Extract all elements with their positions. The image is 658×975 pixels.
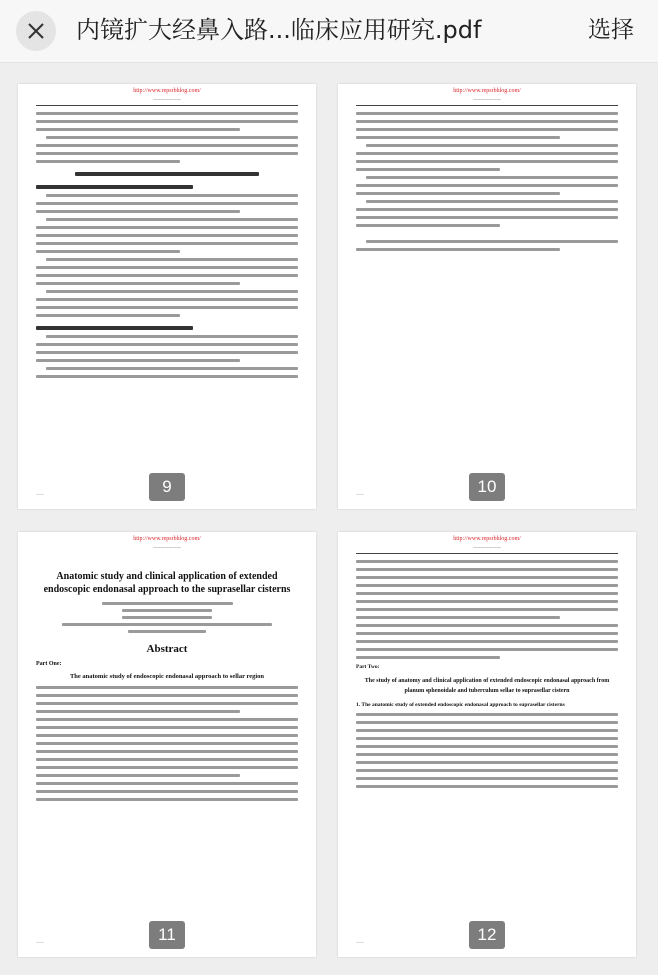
page-url: http://www.repsrbhlog.com/ xyxy=(453,536,521,542)
page-footer: —— xyxy=(36,492,44,497)
page-footer: —— xyxy=(356,492,364,497)
page-text-block xyxy=(356,560,618,793)
running-header: ——————— xyxy=(153,545,181,550)
running-header: ——————— xyxy=(473,97,501,102)
page-number-badge: 12 xyxy=(469,921,505,949)
page-thumbnail-10[interactable] xyxy=(338,84,636,509)
close-button[interactable] xyxy=(16,11,56,51)
page-thumbnail-12[interactable] xyxy=(338,532,636,957)
page-thumbnail-grid xyxy=(0,62,658,975)
header-rule xyxy=(356,105,618,106)
section-heading: The study of anatomy and clinical application of extended endoscopic endonasal approach from planum sphenoidale and tuberculum sellae to suprasellar cistern xyxy=(364,678,610,694)
page-thumbnail-11[interactable] xyxy=(18,532,316,957)
running-header: ——————— xyxy=(473,545,501,550)
page-url: http://www.repsrbhlog.com/ xyxy=(453,88,521,94)
page-number-badge: 9 xyxy=(149,473,185,501)
page-text-block xyxy=(356,112,618,256)
paper-title: Anatomic study and clinical application of extended endoscopic endonasal approach to the suprasellar cisterns xyxy=(43,571,291,595)
page-url: http://www.repsrbhlog.com/ xyxy=(133,536,201,542)
select-button[interactable]: 选择 xyxy=(588,17,634,43)
close-icon xyxy=(27,22,45,40)
page-footer: —— xyxy=(36,940,44,945)
author-info xyxy=(36,602,298,633)
subsection-heading: 1. The anatomic study of extended endoscopic endonasal approach to suprasellar cisterns xyxy=(356,702,565,708)
part-label: Part One: xyxy=(36,661,62,667)
abstract-heading: Abstract xyxy=(146,643,188,655)
header-rule xyxy=(36,105,298,106)
page-number-badge: 11 xyxy=(149,921,185,949)
header-rule xyxy=(356,553,618,554)
page-url: http://www.repsrbhlog.com/ xyxy=(133,88,201,94)
page-thumbnail-9[interactable] xyxy=(18,84,316,509)
page-footer: —— xyxy=(356,940,364,945)
running-header: ——————— xyxy=(153,97,181,102)
page-text-block xyxy=(36,112,298,383)
section-heading: The anatomic study of endoscopic endonasal approach to sellar region xyxy=(69,673,265,680)
part-label: Part Two: xyxy=(356,664,380,670)
document-title: 内镜扩大经鼻入路...临床应用研究.pdf xyxy=(76,16,482,44)
top-bar xyxy=(0,0,658,63)
page-text-block xyxy=(36,556,298,806)
page-number-badge: 10 xyxy=(469,473,505,501)
